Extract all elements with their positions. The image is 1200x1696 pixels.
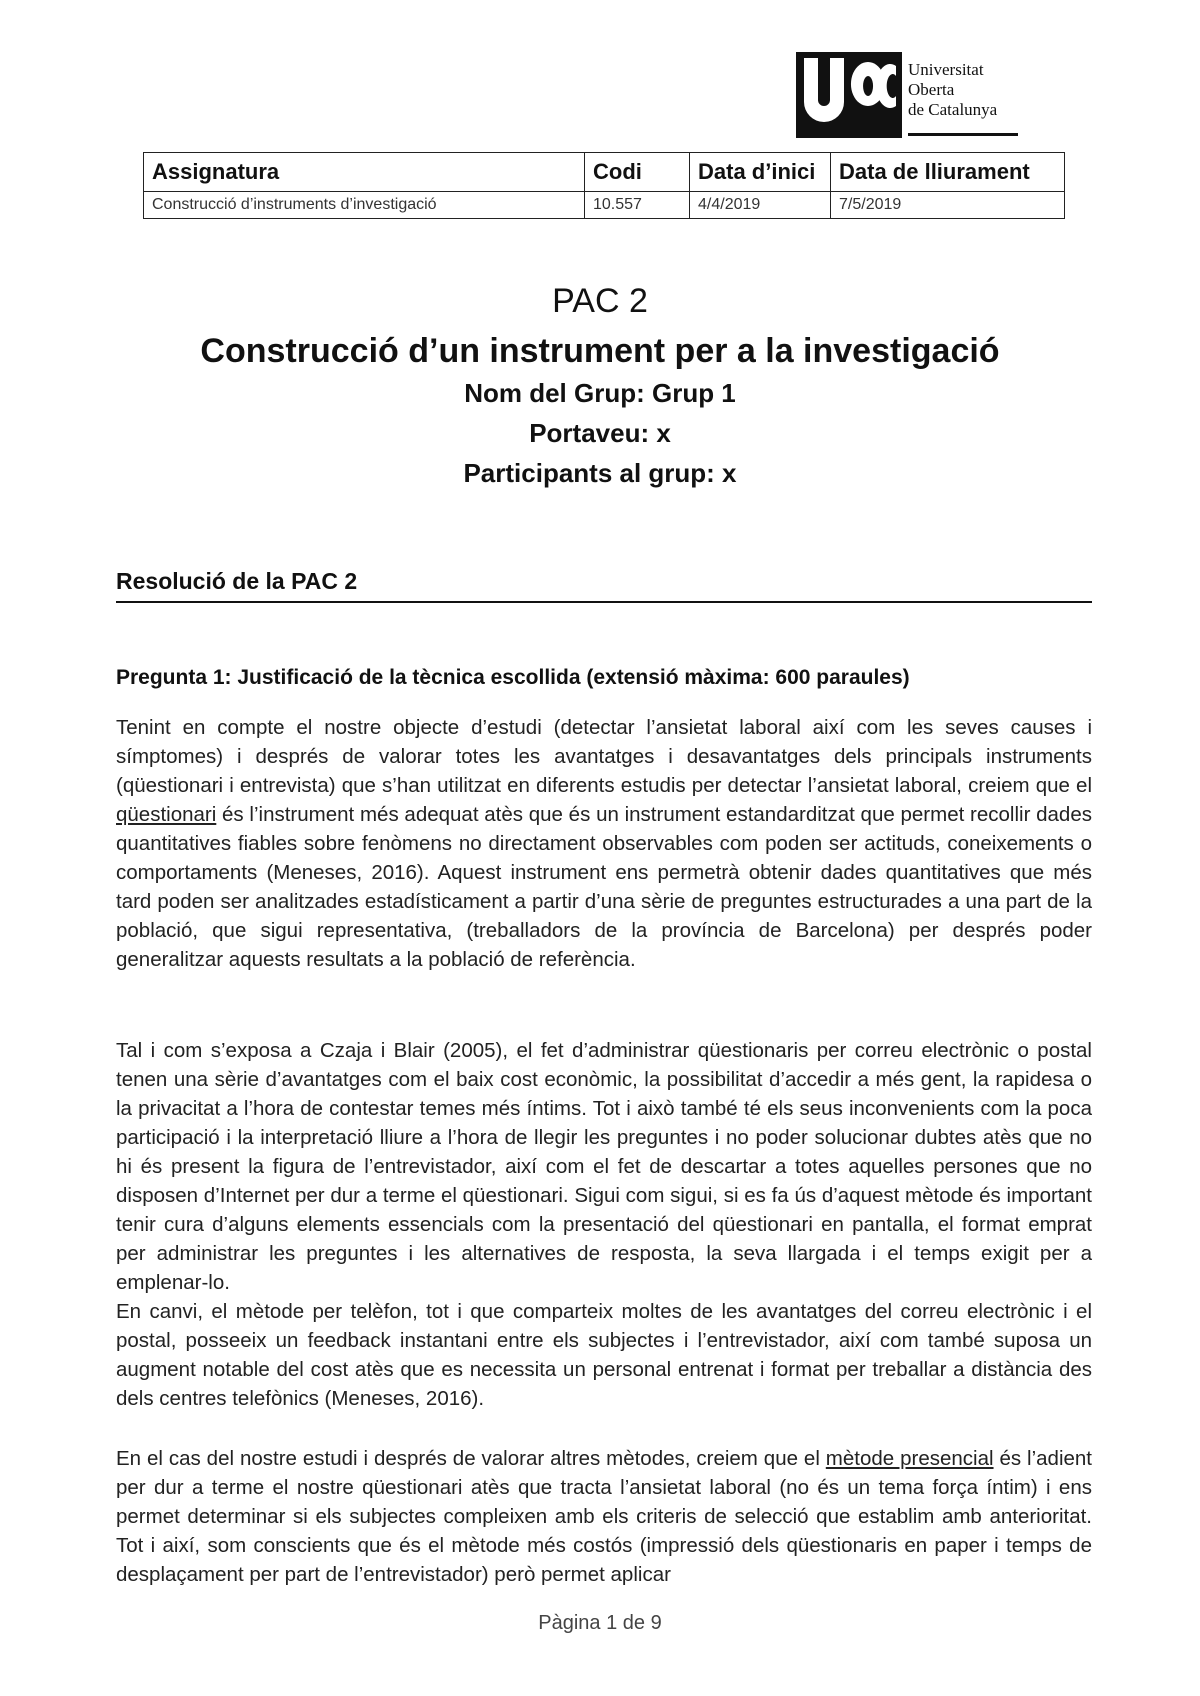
header-delivery-date: Data de lliurament [831, 153, 1065, 192]
cell-start-date: 4/4/2019 [690, 192, 831, 219]
header-code: Codi [585, 153, 690, 192]
section-heading: Resolució de la PAC 2 [116, 568, 1092, 603]
p3-text-b: és l’adient per dur a terme el nostre qüestionari atès que tracta l’ansietat laboral (no és un tema força íntim) i ens permet determinar si els subjectes compleixen amb els criteris de selecció que establim amb anterioritat. Tot i així, som conscients que és el mètode més costós (impressió dels qüestionaris en paper i temps de desplaçament per part de l’entrevistador) però permet aplicar [116, 1447, 1092, 1586]
p1-text-b: és l’instrument més adequat atès que és un instrument estandarditzat que permet recollir dades quantitatives fiables sobre fenòmens no directament observables com poden ser actituds, coneixements o comportaments (Meneses, 2016). Aquest instrument ens permetrà obtenir dades quantitatives que més tard poden ser analitzades estadísticament a partir d’una sèrie de preguntes estructurades a una part de la població, que sigui representativa, (treballadors de la província de Barcelona) per després poder generalitzar aquests resultats a la població de referència. [116, 803, 1092, 971]
paragraph-1 [116, 713, 1092, 974]
group-name: Nom del Grup: Grup 1 [464, 378, 736, 408]
p1-text-a: Tenint en compte el nostre objecte d’estudi (detectar l’ansietat laboral així com les seves causes i símptomes) i després de valorar totes les avantatges i desavantatges dels principals instruments (qüestionari i entrevista) que s’han utilitzat en diferents estudis per detectar l’ansietat laboral, creiem que el [116, 716, 1092, 797]
p1-underlined: qüestionari [116, 803, 217, 826]
cell-subject: Construcció d’instruments d’investigació [144, 192, 585, 219]
logo-line-2: Oberta [908, 80, 955, 99]
page-number: Pàgina 1 de 9 [538, 1612, 662, 1634]
p3-text-a: En el cas del nostre estudi i després de valorar altres mètodes, creiem que el [116, 1447, 826, 1470]
p2-text-a: Tal i com s’exposa a Czaja i Blair (2005), el fet d’administrar qüestionaris per correu electrònic o postal tenen una sèrie d’avantatges com el baix cost econòmic, la possibilitat d’accedir a més gent, la rapidesa o la privacitat a l’hora de contestar temes més íntims. Tot i això també té els seus inconvenients com la poca participació i la interpretació lliure a l’hora de llegir les preguntes i no poder solucionar dubtes atès que no hi és present la figura de l’entrevistador, així com el fet de descartar a totes aquelles persones que no disposen d’Internet per dur a terme el qüestionari. Sigui com sigui, si es fa ús d’aquest mètode és important tenir cura d’alguns elements essencials com la presentació del qüestionari en pantalla, el format emprat per administrar les preguntes i les alternatives de resposta, la seva llargada i el temps exigit per a emplenar-lo. [116, 1039, 1092, 1294]
spokesperson: Portaveu: x [529, 418, 671, 448]
paragraph-3 [116, 1444, 1092, 1589]
header-start-date: Data d’inici [690, 153, 831, 192]
participants: Participants al grup: x [463, 458, 737, 488]
cell-code: 10.557 [585, 192, 690, 219]
document-subtitle: Construcció d’un instrument per a la investigació [200, 332, 1000, 370]
logo-line-1: Universitat [908, 60, 984, 79]
question-heading: Pregunta 1: Justificació de la tècnica escollida (extensió màxima: 600 paraules) [116, 666, 910, 689]
logo-rule [908, 133, 1018, 136]
pac-title: PAC 2 [552, 282, 648, 320]
logo-wordmark [908, 60, 997, 120]
p2-text-b: En canvi, el mètode per telèfon, tot i que comparteix moltes de les avantatges del correu electrònic i el postal, posseeix un feedback instantani entre els subjectes i l’entrevistador, així com també suposa un augment notable del cost atès que es necessita un personal entrenat i format per treballar a distància des dels centres telefònics (Meneses, 2016). [116, 1300, 1092, 1410]
course-info-table [143, 152, 1065, 219]
table-header-row [144, 153, 1065, 192]
p3-underlined: mètode presencial [825, 1447, 994, 1470]
logo-line-3: de Catalunya [908, 100, 998, 119]
cell-delivery-date: 7/5/2019 [831, 192, 1065, 219]
paragraph-2 [116, 1036, 1092, 1413]
table-row [144, 192, 1065, 219]
header-subject: Assignatura [144, 153, 585, 192]
